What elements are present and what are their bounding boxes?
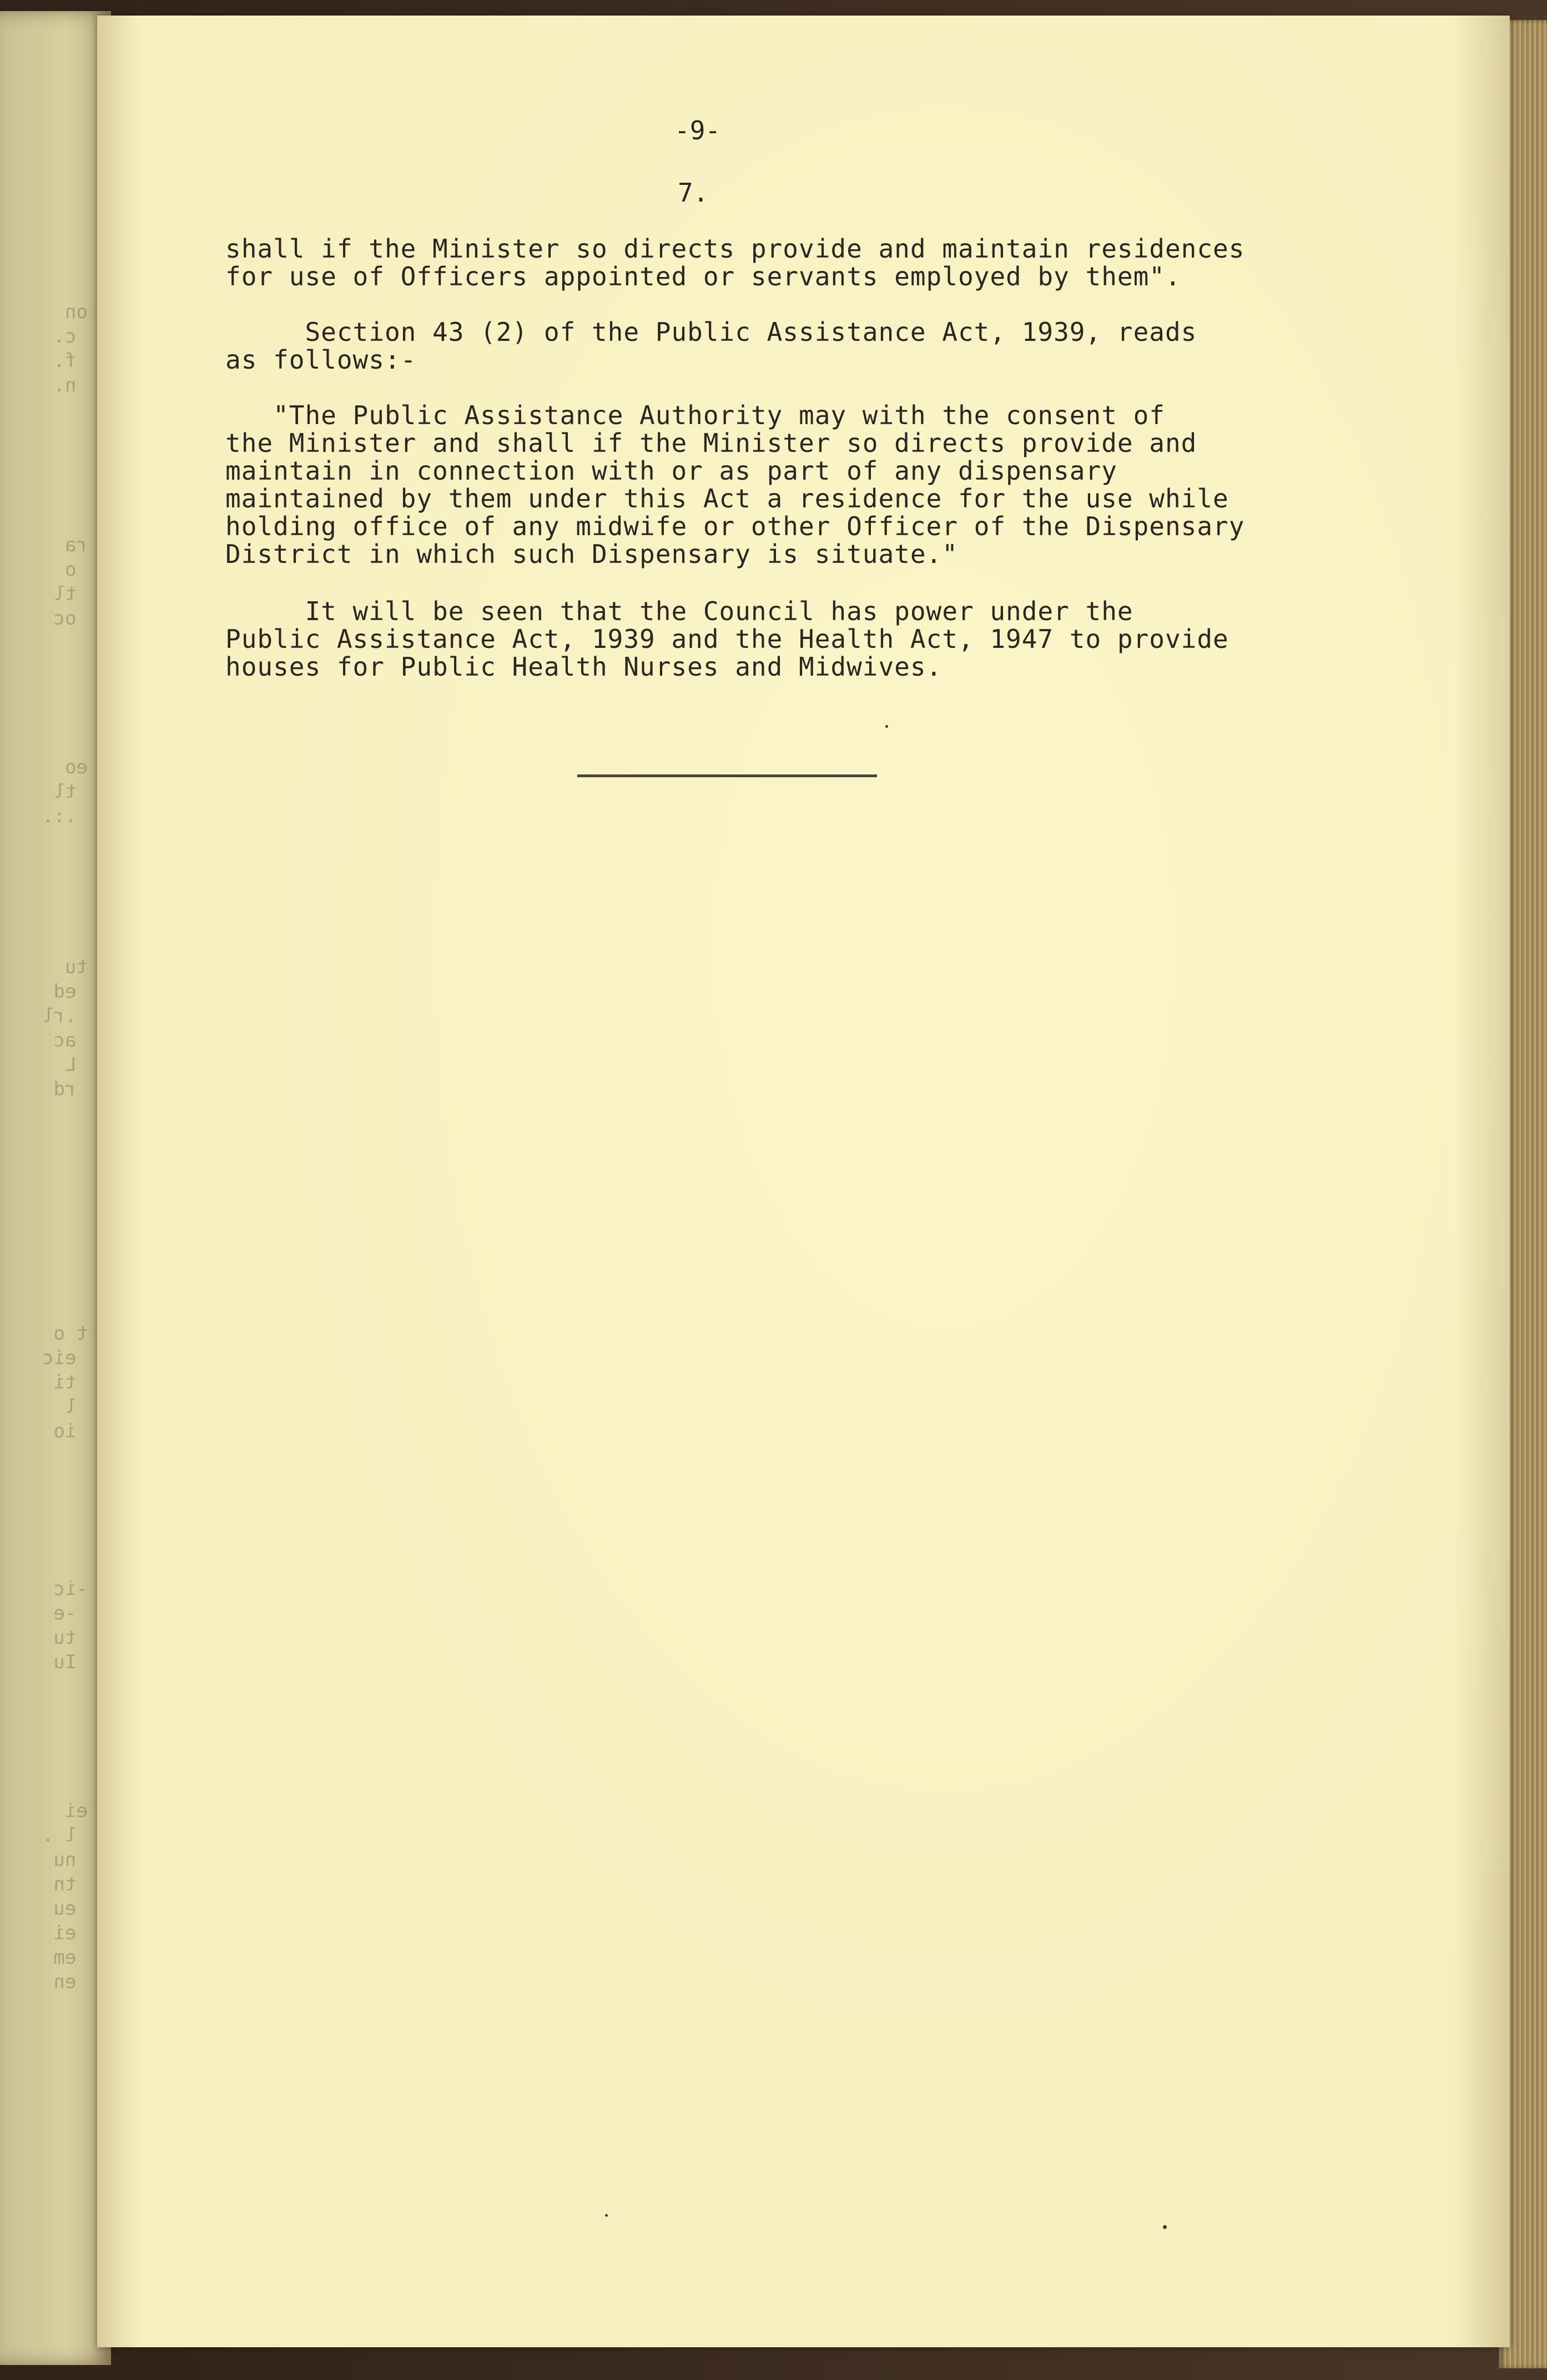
text-line: the Minister and shall if the Minister so directs provide and (225, 428, 1197, 458)
text-line: holding office of any midwife or other Officer of the Dispensary (225, 511, 1245, 541)
text-line: maintained by them under this Act a residence for the use while (225, 484, 1229, 514)
text-line: maintain in connection with or as part of any dispensary (225, 456, 1117, 486)
text-line: shall if the Minister so directs provide and maintain residences (225, 234, 1245, 264)
page-number: -9- (674, 115, 721, 145)
document-page (97, 16, 1510, 2347)
text-line: as follows:- (225, 345, 417, 375)
ink-speck (885, 725, 888, 728)
horizontal-rule (577, 774, 877, 777)
text-line: houses for Public Health Nurses and Midwives. (225, 652, 943, 682)
typed-text (97, 16, 1510, 2347)
text-line: Section 43 (2) of the Public Assistance Act, 1939, reads (225, 317, 1197, 347)
text-line: District in which such Dispensary is situate." (225, 539, 958, 569)
previous-page-edge: on c. f. n. ra o tl oc eo tl .:. tu ed .rl ac L rd t o eic ti l io -ic -e tu Iu ei l . nu tn eu ei em en (0, 11, 111, 2365)
text-line: Public Assistance Act, 1939 and the Health Act, 1947 to provide (225, 624, 1229, 654)
text-line: for use of Officers appointed or servants employed by them". (225, 261, 1181, 291)
text-line: It will be seen that the Council has power under the (225, 596, 1133, 626)
ink-speck (605, 2214, 608, 2217)
section-number: 7. (678, 178, 709, 208)
text-line: "The Public Assistance Authority may with the consent of (225, 400, 1165, 430)
ink-speck (1163, 2225, 1167, 2229)
